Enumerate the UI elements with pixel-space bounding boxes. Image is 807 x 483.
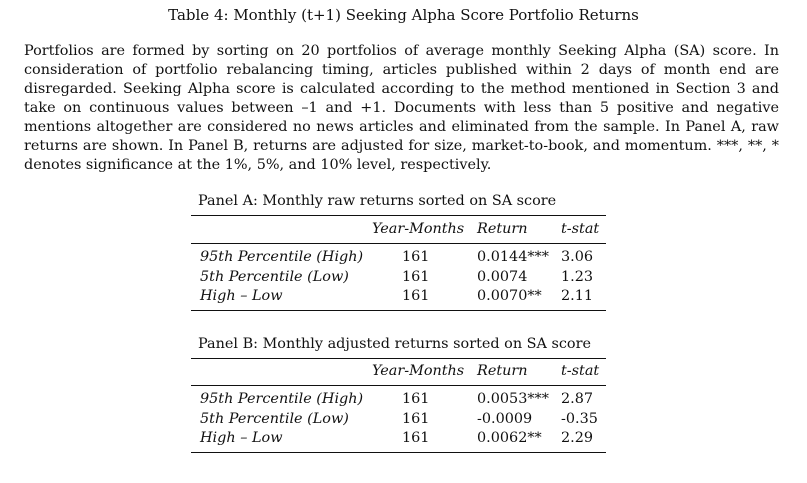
panel-a-bottom-rule (191, 310, 606, 311)
panel-b-row-tstat: 2.29 (561, 430, 594, 446)
table-caption: Table 4: Monthly (t+1) Seeking Alpha Score Portfolio Returns (168, 6, 639, 24)
panel-a-row-year-months: 161 (402, 288, 430, 304)
panel-a-row-label: High – Low (200, 288, 283, 304)
panel-b-row-return: 0.0062** (477, 430, 542, 446)
panel-b-top-rule (191, 358, 606, 359)
panel-b-row-year-months: 161 (402, 430, 430, 446)
panel-a-row-tstat: 3.06 (561, 249, 594, 265)
panel-a-top-rule (191, 215, 606, 216)
panel-b-row-year-months: 161 (402, 391, 430, 407)
panel-a-title: Panel A: Monthly raw returns sorted on SA score (198, 193, 557, 209)
panel-b-header-rule (191, 385, 606, 386)
panel-a-row-label: 5th Percentile (Low) (200, 269, 349, 285)
panel-a-row-tstat: 2.11 (561, 288, 594, 304)
panel-a-header-year-months: Year-Months (372, 221, 465, 237)
panel-a-row-tstat: 1.23 (561, 269, 594, 285)
panel-b-bottom-rule (191, 452, 606, 453)
panel-a-row-return: 0.0074 (477, 269, 528, 285)
panel-a-row-year-months: 161 (402, 249, 430, 265)
panel-b-row-return: 0.0053*** (477, 391, 549, 407)
panel-b-title: Panel B: Monthly adjusted returns sorted on SA score (198, 336, 591, 352)
panel-a-header-return: Return (477, 221, 528, 237)
panel-b-row-label: High – Low (200, 430, 283, 446)
panel-a-header-tstat: t-stat (561, 221, 600, 237)
panel-a-row-year-months: 161 (402, 269, 430, 285)
panel-b-row-tstat: -0.35 (561, 411, 598, 427)
panel-a-row-label: 95th Percentile (High) (200, 249, 364, 265)
panel-b-row-label: 5th Percentile (Low) (200, 411, 349, 427)
panel-b-row-year-months: 161 (402, 411, 430, 427)
panel-a-row-return: 0.0070** (477, 288, 542, 304)
table-note: Portfolios are formed by sorting on 20 portfolios of average monthly Seeking Alpha (SA) score. In consideration of portfolio rebalancing timing, articles published within 2 days of month end are disregarded. Seeking Alpha score is calculated according to the method mentioned in Section 3 and take on continuous values between –1 and +1. Documents with less than 5 positive and negative mentions altogether are considered no news articles and eliminated from the sample. In Panel A, raw returns are shown. In Panel B, returns are adjusted for size, market-to-book, and momentum. ***, **, * denotes significance at the 1%, 5%, and 10% level, respectively. (24, 43, 779, 173)
panel-a-row-return: 0.0144*** (477, 249, 549, 265)
panel-b-header-year-months: Year-Months (372, 363, 465, 379)
panel-a-header-rule (191, 243, 606, 244)
panel-b-row-return: -0.0009 (477, 411, 533, 427)
panel-b-row-label: 95th Percentile (High) (200, 391, 364, 407)
panel-b-header-return: Return (477, 363, 528, 379)
panel-b-row-tstat: 2.87 (561, 391, 594, 407)
panel-b-header-tstat: t-stat (561, 363, 600, 379)
